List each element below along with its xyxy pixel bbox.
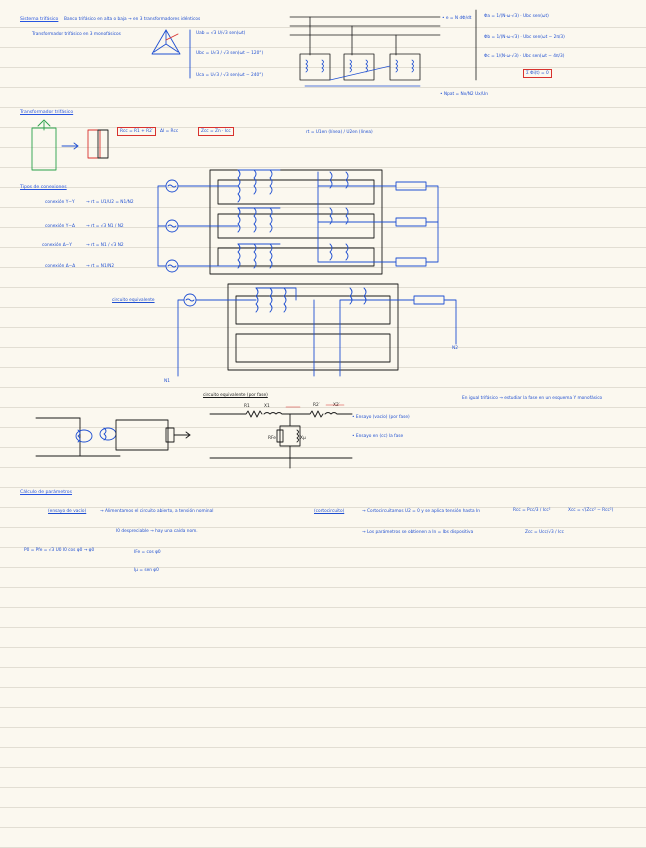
turns-ratio-note: • Npat = Nx/N2 Ux/Un bbox=[440, 92, 489, 97]
x2-label: X2′ bbox=[333, 403, 340, 408]
imu-eq: Iμ = sen φ0 bbox=[134, 568, 159, 573]
secondary-node-label: N2 bbox=[452, 346, 458, 351]
red-marks bbox=[286, 405, 344, 407]
ife-eq: IFe = cos φ0 bbox=[134, 550, 161, 555]
conn-ratio-dy: → rt = N1 / √3 N2 bbox=[86, 243, 124, 248]
right-side-note: En igual trifásico → estudiar la fase en un esquema Y monofásico bbox=[462, 396, 603, 401]
phasor-eq-3: Uca = U√3 / √3 sen(ωt − 240°) bbox=[196, 73, 264, 78]
section-subtitle: Banco trifásico en alta o baja → en 3 transformadores idénticos bbox=[64, 17, 201, 22]
conn-label-yd: conexión Y−Δ bbox=[45, 224, 75, 229]
r1-label: R1 bbox=[244, 404, 250, 409]
per-phase-sketch bbox=[36, 418, 190, 456]
rcc-box: Rcc = R1 + R2′ bbox=[117, 127, 156, 136]
section-title-tipos-conexiones: Tipos de conexiones bbox=[20, 185, 67, 190]
rcc-formula: Rcc = Pcc/3 / Icc² bbox=[513, 508, 551, 513]
flux-b-eq: Φb = 1/(N·ω·√3) · Ubc sen(ωt − 2π/3) bbox=[484, 35, 565, 40]
equivalent-circuit-core bbox=[228, 284, 398, 370]
note-short-test: • Ensayo en (cc) la fase bbox=[352, 434, 404, 439]
conn-ratio-dd: → rt = N1/N2 bbox=[86, 264, 115, 269]
conn-label-yy: conexión Y−Y bbox=[45, 200, 75, 205]
vacuum-power-eq: P0 = Pfe = √3 U0 I0 cos φ0 → φ0 bbox=[24, 548, 95, 553]
note-vacuum-test: • Ensayo (vacío) (por fase) bbox=[352, 415, 410, 420]
equivalent-circuit-wiring bbox=[178, 288, 456, 376]
transformation-ratio: rt = U1en (línea) / U2en (línea) bbox=[306, 130, 373, 135]
conn-label-dd: conexión Δ−Δ bbox=[45, 264, 76, 269]
conn-label-dy: conexión Δ−Y bbox=[42, 243, 72, 248]
conn-ratio-yy: → rt = U1/U2 = N1/N2 bbox=[86, 200, 134, 205]
section-title-calculo-parametros: Cálculo de parámetros bbox=[20, 490, 73, 495]
flux-a-eq: Φa = 1/(N·ω·√3) · Ubc sen(ωt) bbox=[484, 14, 549, 19]
vacuum-test-text: → Alimentamos el circuito abierto, a tensión nominal bbox=[100, 509, 214, 514]
rfe-label: RFe bbox=[268, 436, 276, 441]
section-title-transformador-trifasico: Transformador trifásico bbox=[20, 110, 74, 115]
delta-i-eq: ΔI = Rcc bbox=[160, 129, 179, 134]
zcc-formula: Zcc = Ucc/√3 / Icc bbox=[525, 530, 564, 535]
equivalent-circuit-label: circuito equivalente bbox=[112, 298, 155, 303]
x1-label: X1 bbox=[264, 404, 270, 409]
r2-label: R2′ bbox=[313, 403, 320, 408]
flux-c-eq: Φc = 1/(N·ω·√3) · Ubc sen(ωt − 4π/3) bbox=[484, 54, 565, 59]
flux-sum-box: Σ Φi(t) = 0 bbox=[523, 69, 552, 78]
emf-lead: • e = N dΦ/dt bbox=[442, 16, 472, 21]
short-circuit-text: → Cortocircuitamos U2 = 0 y se aplica tensión hasta In bbox=[362, 509, 480, 514]
phasor-eq-1: Uab = √3 U/√3 sen(ωt) bbox=[196, 31, 246, 36]
single-phase-sketch bbox=[32, 120, 108, 170]
delta-star-sketch bbox=[152, 30, 190, 78]
vacuum-test-text2: I0 despreciable → hay una caída nom. bbox=[116, 529, 198, 534]
per-phase-equivalent bbox=[210, 411, 352, 468]
section-title-sistema-trifasico: Sistema trifásico bbox=[20, 17, 59, 22]
note-line: Transformador trifásico en 3 monofásicos bbox=[32, 32, 121, 37]
vacuum-test-label: (ensayo de vacío) bbox=[48, 509, 87, 514]
conn-ratio-yd: → rt = √3 N1 / N2 bbox=[86, 224, 124, 229]
zcc-box: Zcc = Zn · Icc bbox=[198, 127, 234, 136]
three-transformers-sketch bbox=[290, 10, 476, 86]
three-phase-windings bbox=[158, 170, 438, 272]
xcc-formula: Xcc = √(Zcc² − Rcc²) bbox=[568, 508, 614, 513]
short-circuit-label: (cortocircuito) bbox=[314, 509, 345, 514]
primary-node-label: N1 bbox=[164, 379, 170, 384]
short-circuit-text2: → Los parámetros se obtienen a In = Ibs dispositiva bbox=[362, 530, 474, 535]
xm-label: Xμ bbox=[300, 436, 306, 441]
phasor-eq-2: Ubc = U√3 / √3 sen(ωt − 120°) bbox=[196, 51, 264, 56]
per-phase-circuit-title: circuito equivalente (por fase) bbox=[203, 393, 268, 398]
